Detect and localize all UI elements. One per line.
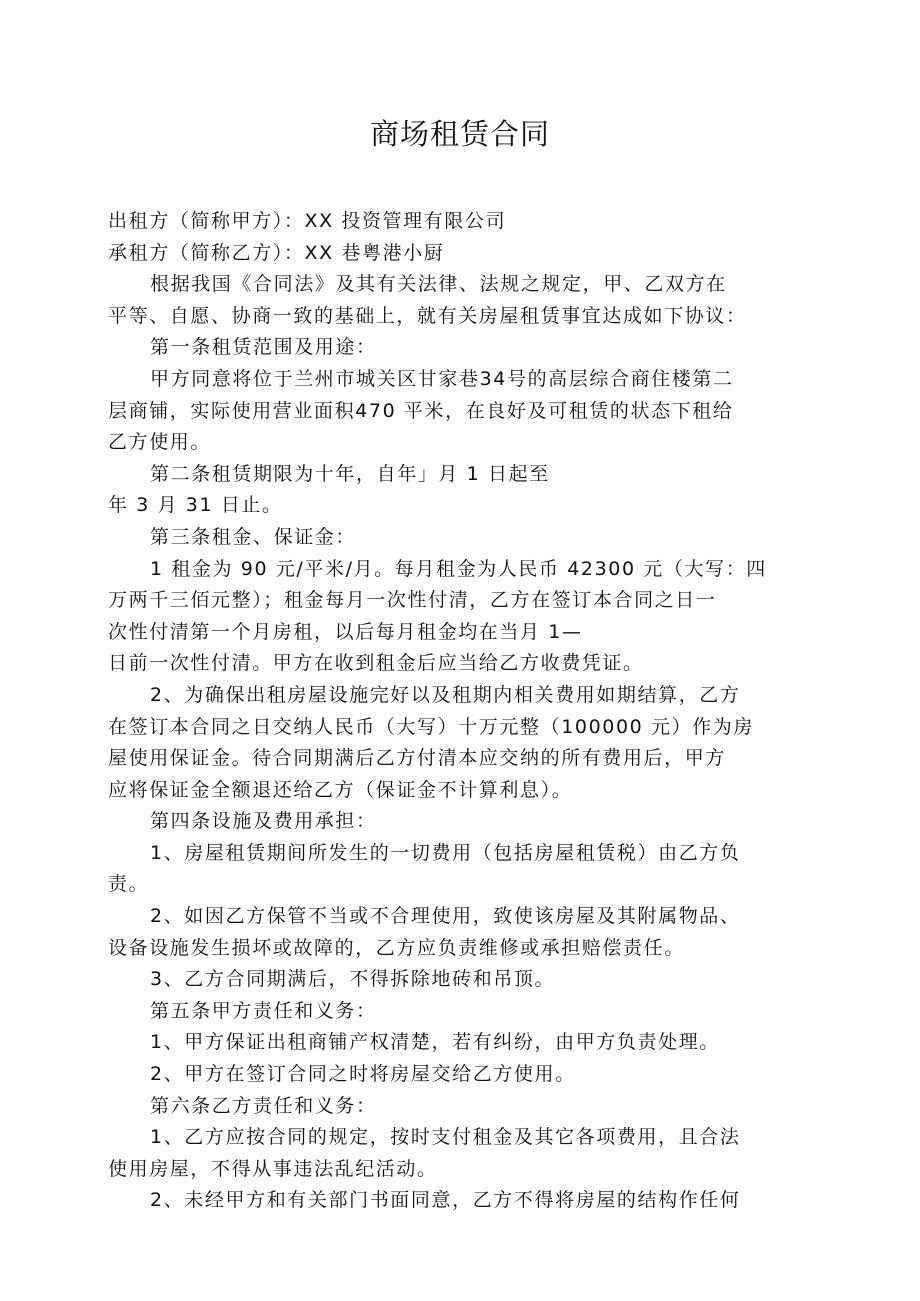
paragraph-line: 1、乙方应按合同的规定，按时支付租金及其它各项费用，且合法 <box>150 1126 741 1149</box>
paragraph-line: 2、为确保出租房屋设施完好以及租期内相关费用如期结算，乙方 <box>150 683 741 706</box>
article-heading: 第二条租赁期限为十年，自年」月 1 日起至 <box>150 462 550 485</box>
paragraph-line: 乙方使用。 <box>108 431 212 454</box>
lessor-line: 出租方（简称甲方）：XX 投资管理有限公司 <box>108 210 507 232</box>
paragraph-line: 屋使用保证金。待合同期满后乙方付清本应交纳的所有费用后，甲方 <box>108 747 727 770</box>
lessee-line: 承租方（简称乙方）：XX 巷粤港小厨 <box>108 241 445 264</box>
paragraph-line: 1 租金为 90 元/平米/月。每月租金为人民币 42300 元（大写：四 <box>150 557 767 580</box>
paragraph-line: 责。 <box>108 873 150 896</box>
preamble-line: 根据我国《合同法》及其有关法律、法规之规定，甲、乙双方在 <box>150 273 727 296</box>
paragraph-line: 在签订本合同之日交纳人民币（大写）十万元整（100000 元）作为房 <box>108 715 754 738</box>
paragraph-line: 3、乙方合同期满后，不得拆除地砖和吊顶。 <box>150 968 556 991</box>
paragraph-line: 次性付清第一个月房租，以后每月租金均在当月 1— <box>108 620 583 643</box>
paragraph-line: 万两千三佰元整）；租金每月一次性付清，乙方在签订本合同之日一 <box>108 589 717 612</box>
paragraph-line: 1、甲方保证出租商铺产权清楚，若有纠纷，由甲方负责处理。 <box>150 1031 720 1054</box>
contract-body <box>108 206 828 1217</box>
paragraph-line: 日前一次性付清。甲方在收到租金后应当给乙方收费凭证。 <box>108 652 644 675</box>
paragraph-line: 甲方同意将位于兰州市城关区甘家巷34号的高层综合商住楼第二 <box>150 367 734 390</box>
article-heading: 第三条租金、保证金： <box>150 525 357 548</box>
article-heading: 第一条租赁范围及用途： <box>150 336 377 359</box>
article-heading: 第五条甲方责任和义务： <box>150 999 377 1022</box>
paragraph-line: 设备设施发生损坏或故障的，乙方应负责维修或承担赔偿责任。 <box>108 936 685 959</box>
paragraph-line: 1、房屋租赁期间所发生的一切费用（包括房屋租赁税）由乙方负 <box>150 841 741 864</box>
article-heading: 第四条设施及费用承担： <box>150 810 377 833</box>
paragraph-line: 2、甲方在签订合同之时将房屋交给乙方使用。 <box>150 1063 576 1086</box>
paragraph-line: 2、未经甲方和有关部门书面同意，乙方不得将房屋的结构作任何 <box>150 1189 741 1212</box>
preamble-line: 平等、自愿、协商一致的基础上，就有关房屋租赁事宜达成如下协议： <box>108 304 747 327</box>
paragraph-line: 应将保证金全额退还给乙方（保证金不计算利息）。 <box>108 778 573 801</box>
paragraph-line: 年 3 月 31 日止。 <box>108 494 283 517</box>
document-title: 商场租赁合同 <box>369 117 550 151</box>
paragraph-line: 使用房屋，不得从事违法乱纪活动。 <box>108 1157 438 1180</box>
paragraph-line: 2、如因乙方保管不当或不合理使用，致使该房屋及其附属物品、 <box>150 905 741 928</box>
article-heading: 第六条乙方责任和义务： <box>150 1094 377 1117</box>
paragraph-line: 层商铺，实际使用营业面积470 平米，在良好及可租赁的状态下租给 <box>108 399 734 422</box>
